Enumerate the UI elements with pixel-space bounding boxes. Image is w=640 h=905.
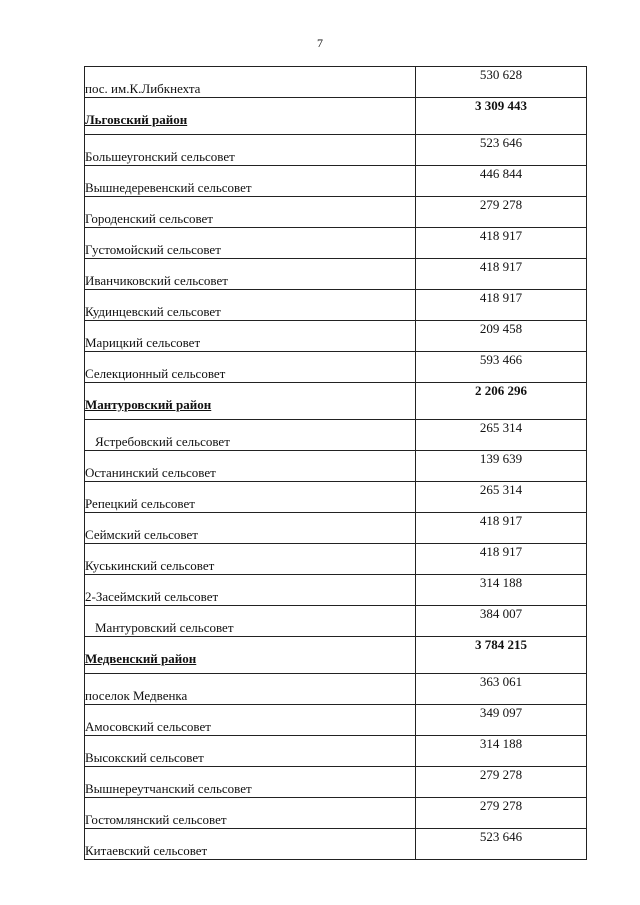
table-row bbox=[85, 67, 587, 98]
allocation-value: 279 278 bbox=[416, 197, 587, 228]
page-number: 7 bbox=[317, 36, 323, 50]
allocation-value: 418 917 bbox=[416, 513, 587, 544]
allocation-value: 349 097 bbox=[416, 705, 587, 736]
allocation-value: 209 458 bbox=[416, 321, 587, 352]
municipality-name: Амосовский сельсовет bbox=[85, 705, 416, 736]
allocation-value: 139 639 bbox=[416, 451, 587, 482]
municipality-name: Ястребовский сельсовет bbox=[85, 420, 416, 451]
municipality-name: Китаевский сельсовет bbox=[85, 829, 416, 860]
allocation-value: 530 628 bbox=[416, 67, 587, 98]
allocation-value: 279 278 bbox=[416, 767, 587, 798]
municipality-name: Куськинский сельсовет bbox=[85, 544, 416, 575]
allocation-value: 418 917 bbox=[416, 544, 587, 575]
table-row bbox=[85, 829, 587, 860]
municipality-name: Кудинцевский сельсовет bbox=[85, 290, 416, 321]
table-row bbox=[85, 166, 587, 197]
municipality-name: Вышнереутчанский сельсовет bbox=[85, 767, 416, 798]
table-row bbox=[85, 544, 587, 575]
table-row bbox=[85, 197, 587, 228]
district-name: Мантуровский район bbox=[85, 383, 416, 420]
allocation-value: 265 314 bbox=[416, 482, 587, 513]
allocation-value: 384 007 bbox=[416, 606, 587, 637]
municipality-name: Сеймский сельсовет bbox=[85, 513, 416, 544]
municipality-name: Марицкий сельсовет bbox=[85, 321, 416, 352]
district-name: Медвенский район bbox=[85, 637, 416, 674]
district-row bbox=[85, 637, 587, 674]
municipality-name: Высокский сельсовет bbox=[85, 736, 416, 767]
allocation-value: 265 314 bbox=[416, 420, 587, 451]
allocation-value: 418 917 bbox=[416, 290, 587, 321]
table-row bbox=[85, 674, 587, 705]
table-row bbox=[85, 606, 587, 637]
allocation-value: 314 188 bbox=[416, 575, 587, 606]
municipality-name: Останинский сельсовет bbox=[85, 451, 416, 482]
table-row bbox=[85, 290, 587, 321]
table-row bbox=[85, 513, 587, 544]
table-row bbox=[85, 451, 587, 482]
district-total: 2 206 296 bbox=[416, 383, 587, 420]
table-row bbox=[85, 259, 587, 290]
allocation-value: 418 917 bbox=[416, 259, 587, 290]
allocation-value: 523 646 bbox=[416, 135, 587, 166]
table-row bbox=[85, 767, 587, 798]
allocation-value: 314 188 bbox=[416, 736, 587, 767]
table-row bbox=[85, 228, 587, 259]
table-body bbox=[85, 67, 587, 860]
district-name: Льговский район bbox=[85, 98, 416, 135]
allocation-value: 363 061 bbox=[416, 674, 587, 705]
table-row bbox=[85, 135, 587, 166]
table-row bbox=[85, 482, 587, 513]
municipality-name: Иванчиковский сельсовет bbox=[85, 259, 416, 290]
table-row bbox=[85, 420, 587, 451]
municipality-name: Селекционный сельсовет bbox=[85, 352, 416, 383]
municipality-name: поселок Медвенка bbox=[85, 674, 416, 705]
municipality-name: Городенский сельсовет bbox=[85, 197, 416, 228]
municipality-name: Густомойский сельсовет bbox=[85, 228, 416, 259]
allocation-value: 418 917 bbox=[416, 228, 587, 259]
municipality-name: Большеугонский сельсовет bbox=[85, 135, 416, 166]
table-row bbox=[85, 575, 587, 606]
table-row bbox=[85, 352, 587, 383]
district-total: 3 309 443 bbox=[416, 98, 587, 135]
table-row bbox=[85, 321, 587, 352]
district-total: 3 784 215 bbox=[416, 637, 587, 674]
allocation-table bbox=[84, 66, 587, 860]
district-row bbox=[85, 383, 587, 420]
municipality-name: Вышнедеревенский сельсовет bbox=[85, 166, 416, 197]
municipality-name: Мантуровский сельсовет bbox=[85, 606, 416, 637]
municipality-name: пос. им.К.Либкнехта bbox=[85, 67, 416, 98]
municipality-name: Гостомлянский сельсовет bbox=[85, 798, 416, 829]
table-row bbox=[85, 705, 587, 736]
district-row bbox=[85, 98, 587, 135]
allocation-value: 523 646 bbox=[416, 829, 587, 860]
municipality-name: 2-Засеймский сельсовет bbox=[85, 575, 416, 606]
allocation-value: 446 844 bbox=[416, 166, 587, 197]
allocation-value: 593 466 bbox=[416, 352, 587, 383]
allocation-value: 279 278 bbox=[416, 798, 587, 829]
table-row bbox=[85, 798, 587, 829]
table-row bbox=[85, 736, 587, 767]
municipality-name: Репецкий сельсовет bbox=[85, 482, 416, 513]
